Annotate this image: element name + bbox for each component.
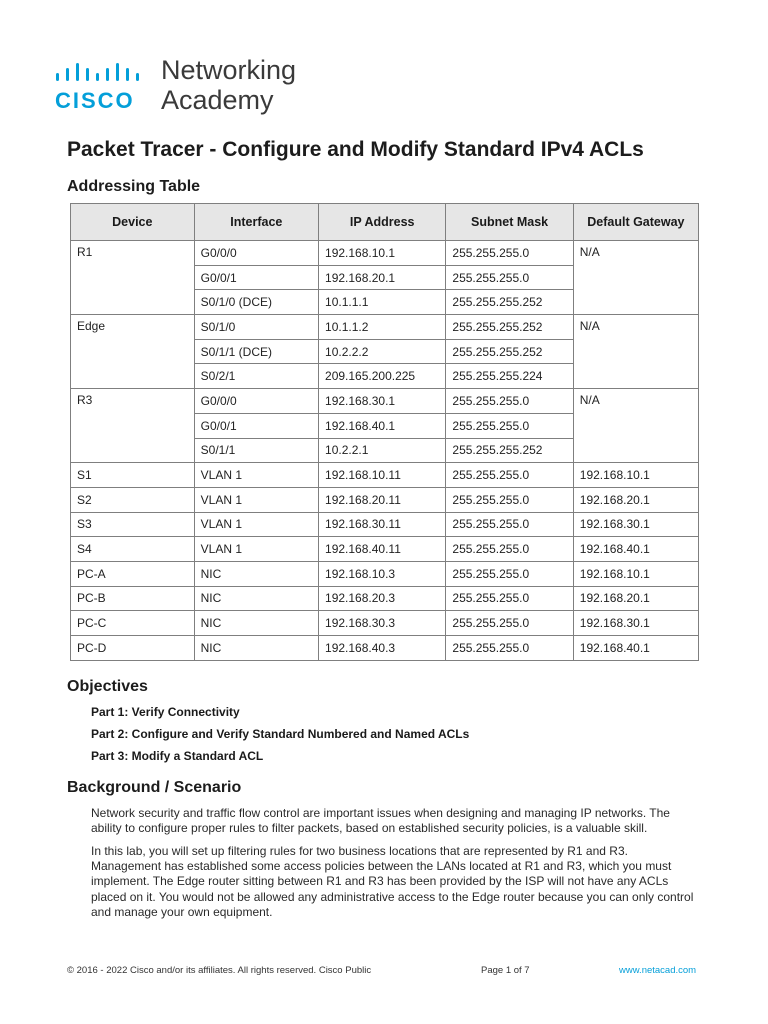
table-row [71, 636, 699, 661]
cell-ip-address: 192.168.10.3 [319, 561, 446, 586]
cell-default-gateway: 192.168.40.1 [573, 636, 698, 661]
cell-device: S1 [71, 463, 195, 488]
table-header-row [71, 204, 699, 241]
table-row [71, 561, 699, 586]
cell-interface: G0/0/1 [194, 413, 318, 438]
cell-ip-address: 192.168.40.3 [319, 636, 446, 661]
cell-device: PC-D [71, 636, 195, 661]
cell-interface: NIC [194, 561, 318, 586]
cell-subnet-mask: 255.255.255.0 [446, 389, 573, 414]
cell-interface: G0/0/0 [194, 241, 318, 266]
cell-subnet-mask: 255.255.255.0 [446, 487, 573, 512]
cell-default-gateway: 192.168.20.1 [573, 586, 698, 611]
cell-default-gateway: 192.168.30.1 [573, 611, 698, 636]
table-row [71, 487, 699, 512]
background-paragraph-2: In this lab, you will set up filtering rules for two business locations that are represented by R1 and R3. Management has established some access policies between the LANs located at R1 and R3, which you must implement. The Edge router sitting between R1 and R3 has been provided by the ISP will not have any ACLs placed on it. You would not be allowed any administrative access to the Edge router because you can only control and manage your own equipment. [91, 844, 694, 919]
cell-default-gateway: N/A [573, 241, 698, 315]
cell-ip-address: 10.2.2.1 [319, 438, 446, 463]
cell-default-gateway: 192.168.20.1 [573, 487, 698, 512]
cell-interface: VLAN 1 [194, 487, 318, 512]
cell-ip-address: 10.1.1.1 [319, 290, 446, 315]
cell-interface: S0/2/1 [194, 364, 318, 389]
cell-default-gateway: 192.168.40.1 [573, 537, 698, 562]
table-row [71, 463, 699, 488]
cell-device: PC-B [71, 586, 195, 611]
cisco-wordmark: CISCO [55, 88, 135, 113]
cell-subnet-mask: 255.255.255.0 [446, 265, 573, 290]
cell-interface: VLAN 1 [194, 463, 318, 488]
cell-interface: NIC [194, 586, 318, 611]
table-row [71, 537, 699, 562]
table-row [71, 315, 699, 340]
header-interface: Interface [194, 204, 318, 241]
cell-default-gateway: 192.168.10.1 [573, 561, 698, 586]
cell-default-gateway: N/A [573, 315, 698, 389]
cisco-bars-icon [55, 61, 155, 83]
cell-subnet-mask: 255.255.255.0 [446, 636, 573, 661]
cell-interface: VLAN 1 [194, 512, 318, 537]
cell-device: R3 [71, 389, 195, 463]
cell-subnet-mask: 255.255.255.224 [446, 364, 573, 389]
cell-device: Edge [71, 315, 195, 389]
cell-interface: S0/1/1 [194, 438, 318, 463]
cell-ip-address: 192.168.40.1 [319, 413, 446, 438]
document-title: Packet Tracer - Configure and Modify Standard IPv4 ACLs [67, 138, 644, 161]
cell-subnet-mask: 255.255.255.0 [446, 561, 573, 586]
cell-interface: G0/0/0 [194, 389, 318, 414]
addressing-table-heading: Addressing Table [67, 178, 201, 195]
cell-subnet-mask: 255.255.255.0 [446, 413, 573, 438]
background-scenario-heading: Background / Scenario [67, 779, 242, 796]
header-subnet-mask: Subnet Mask [446, 204, 573, 241]
cell-ip-address: 192.168.40.11 [319, 537, 446, 562]
cell-subnet-mask: 255.255.255.252 [446, 339, 573, 364]
cell-device: R1 [71, 241, 195, 315]
cell-device: S2 [71, 487, 195, 512]
cell-subnet-mask: 255.255.255.252 [446, 290, 573, 315]
cell-subnet-mask: 255.255.255.252 [446, 438, 573, 463]
objective-part-1: Part 1: Verify Connectivity [91, 705, 240, 719]
cell-interface: S0/1/0 (DCE) [194, 290, 318, 315]
table-row [71, 389, 699, 414]
addressing-table [70, 203, 699, 661]
cell-device: S3 [71, 512, 195, 537]
cell-ip-address: 192.168.10.11 [319, 463, 446, 488]
background-paragraph-1: Network security and traffic flow control are important issues when designing and managing IP networks. The ability to configure proper rules to filter packets, based on established security policies, is a valuable skill. [91, 806, 670, 836]
logo-networking-text: Networking [161, 55, 297, 85]
cell-ip-address: 209.165.200.225 [319, 364, 446, 389]
cell-subnet-mask: 255.255.255.0 [446, 463, 573, 488]
cell-ip-address: 192.168.30.3 [319, 611, 446, 636]
cell-ip-address: 192.168.20.11 [319, 487, 446, 512]
footer-copyright: © 2016 - 2022 Cisco and/or its affiliates. All rights reserved. Cisco Public [67, 965, 372, 976]
cell-ip-address: 192.168.20.3 [319, 586, 446, 611]
cell-ip-address: 192.168.30.1 [319, 389, 446, 414]
cell-subnet-mask: 255.255.255.0 [446, 241, 573, 266]
table-row [71, 241, 699, 266]
cell-subnet-mask: 255.255.255.252 [446, 315, 573, 340]
cell-interface: VLAN 1 [194, 537, 318, 562]
footer-netacad-link[interactable]: www.netacad.com [619, 965, 697, 976]
objective-part-3: Part 3: Modify a Standard ACL [91, 749, 264, 763]
table-row [71, 586, 699, 611]
cell-default-gateway: 192.168.30.1 [573, 512, 698, 537]
logo-academy-text: Academy [161, 85, 274, 115]
cell-ip-address: 10.2.2.2 [319, 339, 446, 364]
cell-device: PC-C [71, 611, 195, 636]
addressing-table-body [71, 241, 699, 661]
cell-interface: NIC [194, 611, 318, 636]
footer-page-number: Page 1 of 7 [481, 965, 530, 976]
cell-subnet-mask: 255.255.255.0 [446, 586, 573, 611]
cell-ip-address: 192.168.10.1 [319, 241, 446, 266]
cell-interface: G0/0/1 [194, 265, 318, 290]
cell-subnet-mask: 255.255.255.0 [446, 537, 573, 562]
cell-device: S4 [71, 537, 195, 562]
cell-default-gateway: 192.168.10.1 [573, 463, 698, 488]
table-row [71, 512, 699, 537]
cell-subnet-mask: 255.255.255.0 [446, 512, 573, 537]
objectives-heading: Objectives [67, 678, 148, 695]
header-device: Device [71, 204, 195, 241]
cell-ip-address: 192.168.20.1 [319, 265, 446, 290]
table-row [71, 611, 699, 636]
cell-interface: S0/1/1 (DCE) [194, 339, 318, 364]
cell-ip-address: 192.168.30.11 [319, 512, 446, 537]
cell-device: PC-A [71, 561, 195, 586]
cell-subnet-mask: 255.255.255.0 [446, 611, 573, 636]
header-ip-address: IP Address [319, 204, 446, 241]
cell-ip-address: 10.1.1.2 [319, 315, 446, 340]
objective-part-2: Part 2: Configure and Verify Standard Numbered and Named ACLs [91, 727, 470, 741]
cell-default-gateway: N/A [573, 389, 698, 463]
cell-interface: S0/1/0 [194, 315, 318, 340]
header-default-gateway: Default Gateway [573, 204, 698, 241]
cell-interface: NIC [194, 636, 318, 661]
